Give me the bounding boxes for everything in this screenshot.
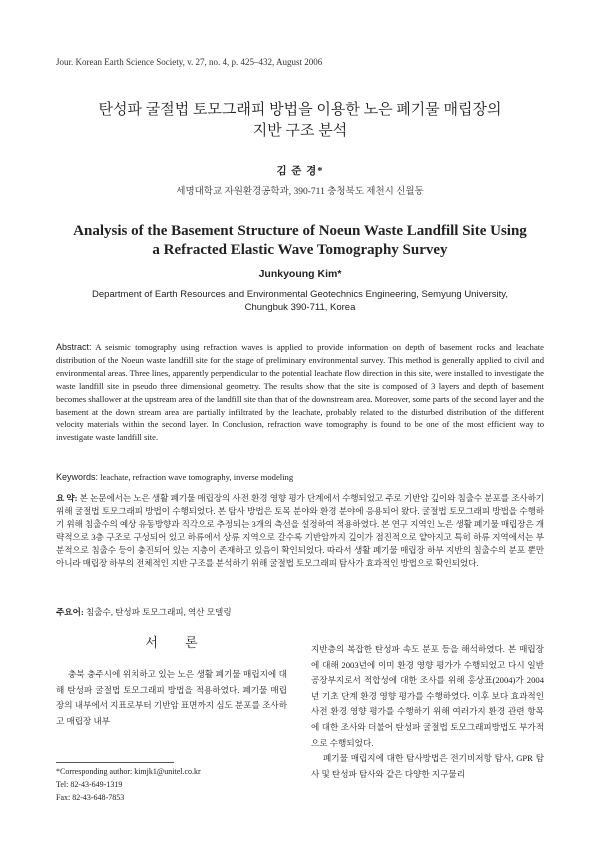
korean-title — [40, 100, 560, 142]
footnote-divider — [56, 762, 174, 763]
footnote-email: *Corresponding author: kimjk1@unitel.co.kr — [56, 767, 201, 776]
korean-keywords-text: 침출수, 탄성파 토모그래피, 역산 모델링 — [83, 607, 232, 617]
korean-affiliation: 세명대학교 자원환경공학과, 390-711 충청북도 제천시 신월동 — [176, 187, 424, 197]
korean-keywords-label: 주요어: — [56, 607, 84, 617]
english-affiliation-line-2: Chungbuk 390-711, Korea — [244, 302, 356, 313]
english-author: Junkyoung Kim* — [258, 268, 342, 280]
english-affiliation — [50, 288, 550, 314]
journal-citation: Jour. Korean Earth Science Society, v. 27, no. 4, p. 425–432, August 2006 — [56, 57, 323, 67]
introduction-paragraph-right-1: 지반층의 복잡한 탄성파 속도 분포 등을 해석하였다. 본 매립장에 대해 2003년에 이미 환경 영향 평가가 수행되었고 다시 일반 공장부지로서 적합성에 대한 조사를 위해 홍상표(2004)가 2004년 기초 단계 환경 영향 평가를 수행하였다. 이후 보다 효과적인 사전 환경 영향 평가를 수행하기 위해 여러가지 환경 관련 항목에 대한 조사와 더불어 탄성파 굴절법 토모그래피방법도 부가적으로 수행되었다. — [311, 644, 544, 748]
korean-abstract-label: 요 약: — [56, 493, 78, 503]
right-column — [311, 642, 544, 782]
english-title — [40, 222, 560, 260]
keywords-label: Keywords: — [56, 472, 99, 482]
english-title-line-2: a Refracted Elastic Wave Tomography Survey — [152, 242, 448, 258]
korean-abstract-text: 본 논문에서는 노은 생활 폐기물 매립장의 사전 환경 영향 평가 단계에서 수행되었고 주로 기반암 깊이와 침출수 분포를 조사하기 위해 굴절법 토모그래피 방법이 수행되었다. 본 탐사 방법은 토목 분야와 환경 분야에 응용되어 왔다. 굴절법 토모그래피 방법을 수행하기 위해 침출수의 예상 유동방향과 직각으로 추정되는 3개의 측선을 설정하여 적용하였다. 본 연구 지역인 노은 생활 폐기물 매립장은 개략적으로 3층 구조로 구성되어 있고 하류에서 상류 지역으로 갈수록 기반암까지 깊이가 점진적으로 얕아지고 특히 하류 지역에서는 부분적으로 침출수 등이 충진되어 있는 지층이 존재하고 있음이 확인되었다. 따라서 생활 폐기물 매립장 하부 지반의 침출수의 분포 뿐만 아니라 매립장 하부의 전체적인 지반 구조를 분석하기 위해 굴절법 토모그래피 탐사가 효과적인 방법으로 확인되었다. — [56, 493, 545, 568]
footnote — [56, 766, 201, 804]
introduction-paragraph-left: 충북 충주시에 위치하고 있는 노은 생활 폐기물 매립지에 대해 탄성파 굴절법 토모그래피 방법을 적용하였다. 폐기물 매립장의 내부에서 지표로부터 기반암 표면까지 심도 분포를 조사하고 매립장 내부 — [56, 669, 287, 726]
korean-abstract — [56, 492, 544, 569]
english-affiliation-line-1: Department of Earth Resources and Environmental Geotechnics Engineering, Semyung University, — [92, 289, 508, 300]
english-keywords — [56, 472, 544, 482]
footnote-tel: Tel: 82-43-649-1319 — [56, 779, 123, 789]
left-column — [56, 632, 287, 729]
abstract-label: Abstract: — [56, 342, 92, 352]
section-heading-introduction: 서 론 — [145, 635, 210, 650]
english-abstract — [56, 341, 544, 444]
english-title-line-1: Analysis of the Basement Structure of Noeun Waste Landfill Site Using — [73, 223, 527, 239]
footnote-fax: Fax: 82-43-648-7853 — [56, 792, 125, 802]
introduction-paragraph-right-2: 폐기물 매립지에 대한 탐사방법은 전기비저항 탐사, GPR 탐사 및 탄성파 탐사와 같은 다양한 지구물리 — [311, 753, 544, 779]
keywords-text: leachate, refraction wave tomography, inverse modeling — [98, 472, 294, 482]
korean-title-line-2: 지반 구조 분석 — [252, 123, 348, 139]
korean-author: 김 준 경* — [276, 166, 324, 177]
korean-keywords — [56, 606, 544, 618]
abstract-text: A seismic tomography using refraction waves is applied to provide information on depth of basement rocks and leachate distribution of the Noeun waste landfill site for the stage of preliminary environmental survey. This method is generally applied to civil and environmental areas. Three lines, apparently perpendicular to the potential leachate flow direction in this site, were installed to investigate the waste landfill site in pseudo three dimensional geometry. The results show that the site is composed of 3 layers and depth of basement becomes shallower at the upstream area of the landfill site than that of the downstream area. Moreover, some parts of the second layer and the basement at the down stream area are partially infiltrated by the leachate, probably related to the disturbed distribution of the different velocity materials within the second layer. In Conclusion, refraction wave tomography is found to be one of the most efficient way to investigate waste landfill site. — [56, 342, 544, 443]
korean-title-line-1: 탄성파 굴절법 토모그래피 방법을 이용한 노은 폐기물 매립장의 — [98, 102, 502, 118]
